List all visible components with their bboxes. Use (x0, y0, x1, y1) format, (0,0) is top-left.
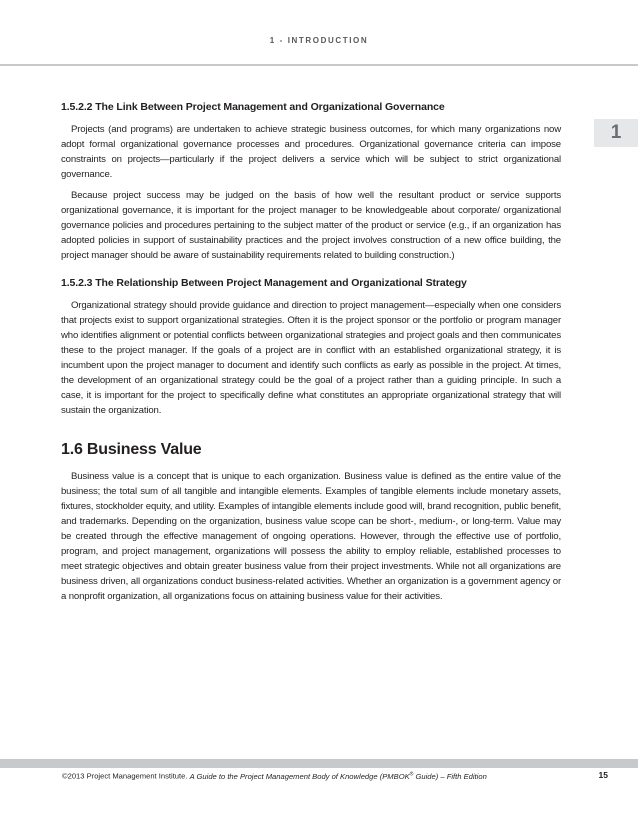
running-head: 1 - INTRODUCTION (269, 36, 369, 45)
footer-title-part1: A Guide to the Project Management Body of Knowledge (PMBOK (189, 771, 410, 781)
paragraph: Organizational strategy should provide guidance and direction to project management—especially when one considers that projects exist to support organizational strategies. Often it is the project sponsor or the portfolio or program manager who identifies alignment or potential conflicts between organizational strategies and project goals and then communicates these to the project manager. If the goals of a project are in conflict with an established organizational strategy, it is incumbent upon the project manager to document and identify such conflicts as early as possible in the project. At times, the development of an organizational strategy could be the goal of a project rather than a guiding principle. In such a case, it is important for the project to specifically define what constitutes an appropriate organizational strategy that will sustain the organization. (61, 300, 561, 416)
header-rule (0, 64, 638, 66)
footer-title-part2: Guide) – Fifth Edition (413, 771, 487, 781)
section-heading-1-5-2-3: 1.5.2.3 The Relationship Between Project Management and Organizational Strategy (61, 277, 467, 289)
footer-citation (62, 771, 487, 781)
header-band (0, 0, 638, 65)
page-body (61, 100, 561, 610)
section-heading-1-5-2-2: 1.5.2.2 The Link Between Project Management and Organizational Governance (61, 101, 445, 113)
page-number: 15 (598, 770, 608, 780)
chapter-tab-number: 1 (610, 122, 622, 143)
paragraph: Business value is a concept that is unique to each organization. Business value is defined as the entire value of the business; the total sum of all tangible and intangible elements. Examples of tangible elements include monetary assets, fixtures, stockholder equity, and utility. Examples of intangible elements include good will, brand recognition, public benefit, and trademarks. Depending on the organization, business value scope can be short-, medium-, or long-term. Value may be created through the effective management of ongoing operations. However, through the effective use of portfolio, program, and project management, organizations will possess the ability to employ reliable, established processes to meet strategic objectives and obtain greater business value from their project investments. While not all organizations are business driven, all organizations conduct business-related activities. Whether an organization is a government agency or a nonprofit organization, all organizations focus on attaining business value for their activities. (61, 471, 561, 602)
paragraph: Projects (and programs) are undertaken to achieve strategic business outcomes, for which many organizations now adopt formal organizational governance processes and procedures. Organizational governance criteria can impose constraints on projects—particularly if the project delivers a service which will be subject to strict organizational governance. (61, 124, 561, 180)
paragraph: Because project success may be judged on the basis of how well the resultant product or service supports organizational governance, it is important for the project manager to be knowledgeable about corporate/ organizational governance policies and procedures pertaining to the subject matter of the product or service (e.g., if an organization has adopted policies in support of sustainability practices and the project involves construction of a new office building, the project manager should be aware of sustainability requirements related to building construction.) (61, 190, 561, 261)
chapter-tab (594, 119, 638, 147)
footer-band (0, 759, 638, 768)
section-heading-1-6: 1.6 Business Value (61, 441, 202, 458)
footer-copyright: ©2013 Project Management Institute. (62, 771, 188, 781)
footer-book-title (190, 772, 487, 781)
registered-mark: ® (409, 771, 414, 777)
